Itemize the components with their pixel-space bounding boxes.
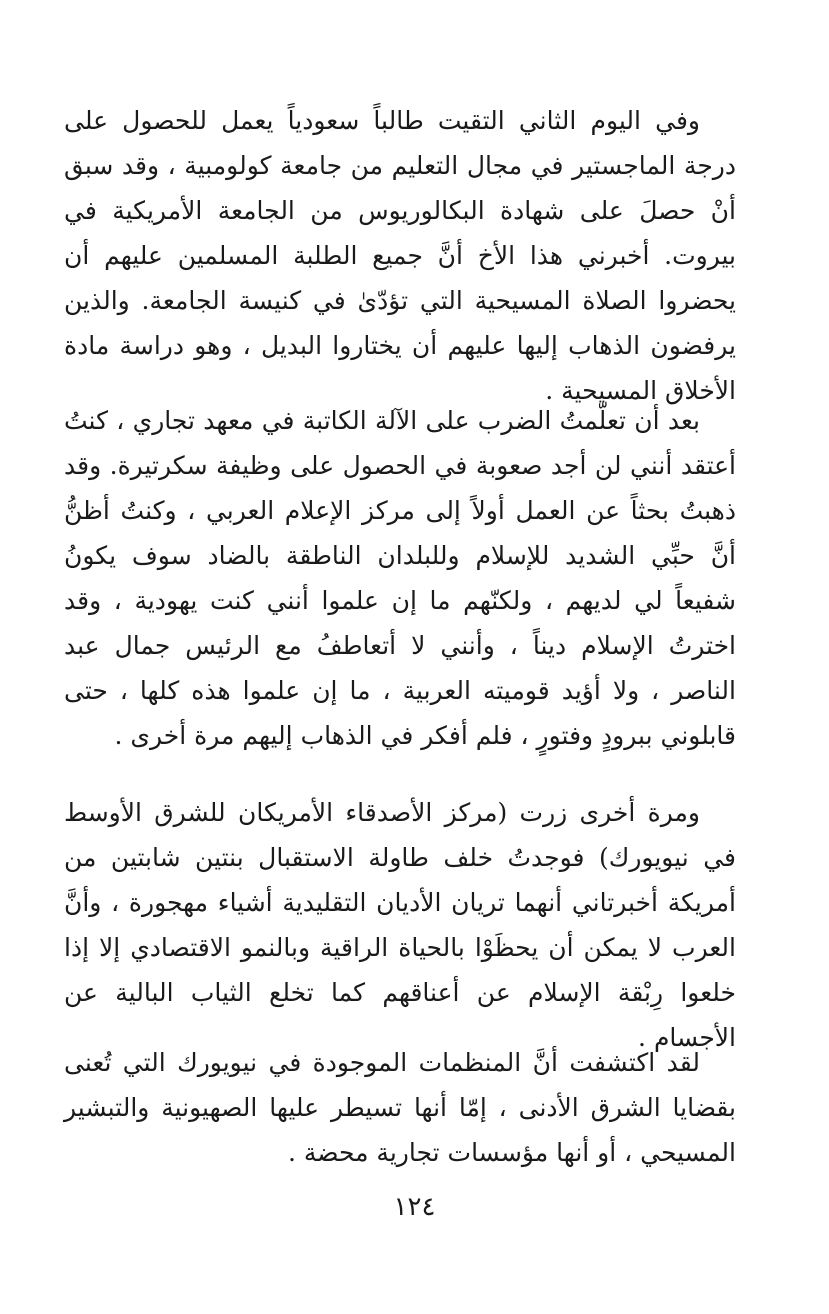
page-number: ١٢٤: [393, 1192, 436, 1222]
paragraph-text: ومرة أخرى زرت (مركز الأصدقاء الأمريكان للشرق الأوسط في نيويورك) فوجدتُ خلف طاولة الاستقبال بنتين شابتين من أمريكة أخبرتاني أنهما تريان الأديان التقليدية أشياء مهجورة ، وأنَّ العرب لا يمكن أن يحظَوْا بالحياة الراقية وبالنمو الاقتصادي إلا إذا خلعوا رِبْقة الإسلام عن أعناقهم كما تخلع الثياب البالية عن الأجسام .: [64, 798, 736, 1052]
paragraph-1: [64, 98, 736, 413]
paragraph-text: لقد اكتشفت أنَّ المنظمات الموجودة في نيويورك التي تُعنى بقضايا الشرق الأدنى ، إمّا أنها تسيطر عليها الصهيونية والتبشير المسيحي ، أو أنها مؤسسات تجارية محضة .: [64, 1048, 736, 1167]
paragraph-2: [64, 398, 736, 758]
paragraph-text: بعد أن تعلّمتُ الضرب على الآلة الكاتبة في معهد تجاري ، كنتُ أعتقد أنني لن أجد صعوبة في الحصول على وظيفة سكرتيرة. وقد ذهبتُ بحثاً عن العمل أولاً إلى مركز الإعلام العربي ، وكنتُ أظنُّ أنَّ حبِّي الشديد للإسلام وللبلدان الناطقة بالضاد سوف يكونُ شفيعاً لي لديهم ، ولكنّهم ما إن علموا أنني كنت يهودية ، وقد اخترتُ الإسلام ديناً ، وأنني لا أتعاطفُ مع الرئيس جمال عبد الناصر ، ولا أؤيد قوميته العربية ، ما إن علموا هذه كلها ، حتى قابلوني ببرودٍ وفتورٍ ، فلم أفكر في الذهاب إليهم مرة أخرى .: [64, 406, 736, 750]
paragraph-4: [64, 1040, 736, 1175]
paragraph-3: [64, 790, 736, 1060]
paragraph-text: وفي اليوم الثاني التقيت طالباً سعودياً يعمل للحصول على درجة الماجستير في مجال التعليم من جامعة كولومبية ، وقد سبق أنْ حصلَ على شهادة البكالوريوس من الجامعة الأمريكية في بيروت. أخبرني هذا الأخ أنَّ جميع الطلبة المسلمين عليهم أن يحضروا الصلاة المسيحية التي تؤدّىٰ في كنيسة الجامعة. والذين يرفضون الذهاب إليها عليهم أن يختاروا البديل ، وهو دراسة مادة الأخلاق المسيحية .: [64, 106, 736, 405]
